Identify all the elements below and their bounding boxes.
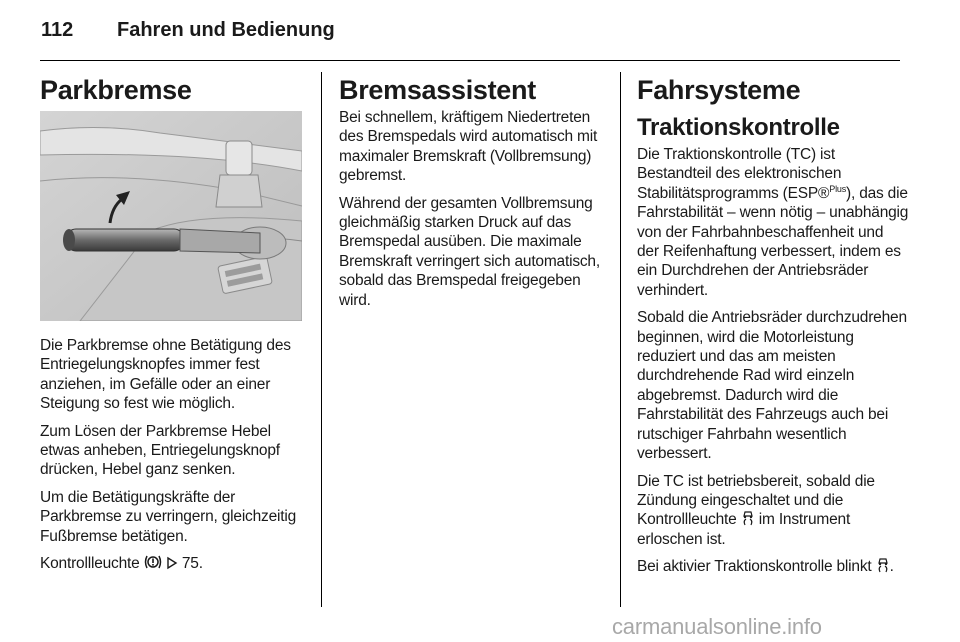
paragraph: Um die Betätigungskräfte der Parkbremse zu verringern, gleichzeitig Fußbremse betätigen.: [40, 488, 297, 545]
paragraph: Die Parkbremse ohne Betätigung des Entriegelungsknopfes immer fest anziehen, im Gefälle oder an einer Steigung so fest wie möglich.: [40, 337, 291, 413]
paragraph-text: Die TC ist betriebsbereit, sobald die Zündung eingeschaltet und die Kontrollleuchte: [637, 472, 875, 529]
page-reference-arrow-icon: [166, 556, 178, 570]
chapter-title: Fahren und Bedienung: [117, 19, 335, 41]
brake-warning-icon: [144, 554, 162, 570]
paragraph-text: im Instrument erloschen ist.: [637, 511, 851, 548]
traction-control-icon: [741, 511, 755, 526]
section-title-fahrsysteme: Fahrsysteme: [637, 75, 801, 105]
paragraph: [637, 557, 909, 576]
control-lamp-reference: [40, 554, 305, 573]
watermark: carmanualsonline.info: [612, 614, 822, 639]
paragraph: [637, 145, 909, 300]
section-title-parkbremse: Parkbremse: [40, 75, 192, 105]
brake-assist-section: [339, 76, 609, 318]
superscript-plus: Plus: [829, 183, 847, 194]
parking-brake-section: [40, 76, 305, 581]
paragraph: Während der gesamten Vollbremsung gleichmäßig starken Druck auf das Bremspedal ausüben. Die maximale Bremskraft verringert sich automatisch, sobald das Bremspedal freigegeben wird.: [339, 194, 600, 309]
traction-control-icon: [876, 558, 890, 573]
paragraph: [637, 472, 909, 550]
paragraph: Bei schnellem, kräftigem Niedertreten des Bremspedals wird automatisch mit maximaler Bremskraft (Vollbremsung) gebremst.: [339, 109, 598, 185]
page-number: 112: [41, 19, 74, 41]
driving-systems-section: [637, 76, 909, 585]
paragraph-text: Bei aktivier Traktionskontrolle blinkt: [637, 558, 872, 576]
subsection-title-traktionskontrolle: Traktionskontrolle: [637, 114, 840, 141]
section-title-bremsassistent: Bremsassistent: [339, 75, 536, 105]
paragraph-text: .: [889, 558, 894, 576]
paragraph-text: Die Traktionskontrolle (TC) ist Bestandteil des elektronischen Stabilitätsprogramms (ESP®: [637, 146, 842, 202]
paragraph: Sobald die Antriebsräder durchzudrehen beginnen, wird die Motorleistung reduziert und das am meisten durchdrehende Rad wird einzeln abgebremst. Dadurch wird die Fahrstabilität des Fahrzeugs auch bei rutschiger Fahrbahn wesentlich verbessert.: [637, 309, 907, 463]
control-lamp-label: Kontrollleuchte: [40, 555, 140, 573]
column-divider: [620, 72, 621, 607]
column-divider: [321, 72, 322, 607]
parking-brake-lever-illustration: [40, 111, 302, 321]
page-reference: 75.: [181, 555, 203, 573]
paragraph: Zum Lösen der Parkbremse Hebel etwas anheben, Entriegelungsknopf drücken, Hebel ganz senken.: [40, 422, 280, 479]
header-rule: [40, 60, 900, 61]
paragraph-text: ), das die Fahrstabilität – wenn nötig – unabhängig von der Fahrbahnbeschaffenheit und der Reifenhaftung verbessert, indem es ein Durchdrehen der Antriebsräder verhindert.: [637, 184, 909, 299]
